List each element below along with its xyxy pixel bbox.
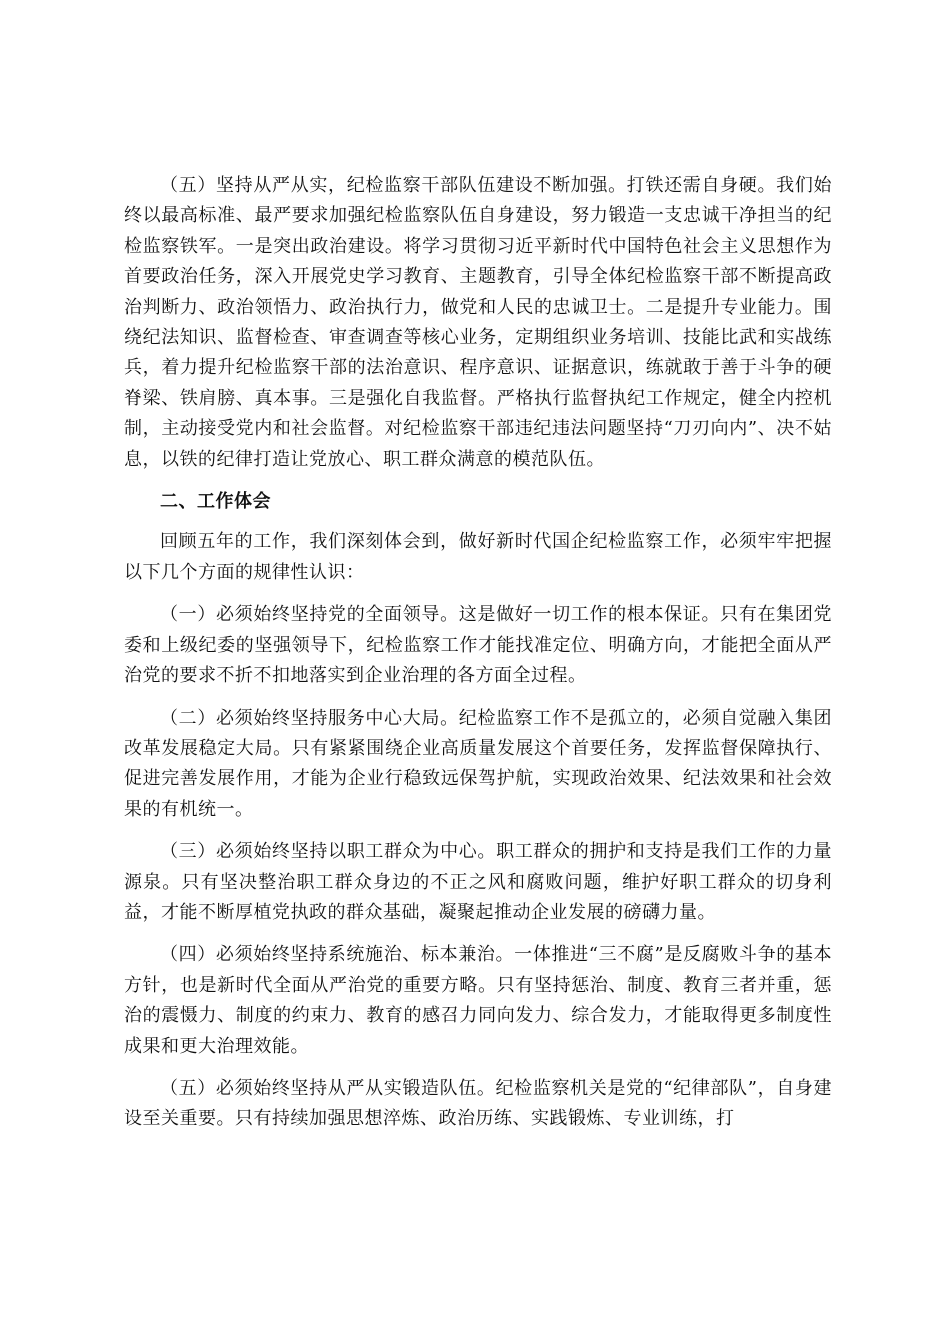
- paragraph-review-intro: 回顾五年的工作，我们深刻体会到，做好新时代国企纪检监察工作，必须牢牢把握以下几个方面的规律性认识：: [124, 531, 832, 583]
- paragraph-party-leadership: （一）必须始终坚持党的全面领导。这是做好一切工作的根本保证。只有在集团党委和上级纪委的坚强领导下，纪检监察工作才能找准定位、明确方向，才能把全面从严治党的要求不折不扣地落实到企业治理的各方面全过程。: [124, 604, 832, 687]
- paragraph-team-building: （五）坚持从严从实，纪检监察干部队伍建设不断加强。打铁还需自身硬。我们始终以最高标准、最严要求加强纪检监察队伍自身建设，努力锻造一支忠诚干净担当的纪检监察铁军。一是突出政治建设。将学习贯彻习近平新时代中国特色社会主义思想作为首要政治任务，深入开展党史学习教育、主题教育，引导全体纪检监察干部不断提高政治判断力、政治领悟力、政治执行力，做党和人民的忠诚卫士。二是提升专业能力。围绕纪法知识、监督检查、审查调查等核心业务，定期组织业务培训、技能比武和实战练兵，着力提升纪检监察干部的法治意识、程序意识、证据意识，练就敢于善于斗争的硬脊梁、铁肩膀、真本事。三是强化自我监督。严格执行监督执纪工作规定，健全内控机制，主动接受党内和社会监督。对纪检监察干部违纪违法问题坚持“刀刃向内”、决不姑息，以铁的纪律打造让党放心、职工群众满意的模范队伍。: [124, 175, 832, 470]
- paragraph-serve-center: （二）必须始终坚持服务中心大局。纪检监察工作不是孤立的，必须自觉融入集团改革发展稳定大局。只有紧紧围绕企业高质量发展这个首要任务，发挥监督保障执行、促进完善发展作用，才能为企业行稳致远保驾护航，实现政治效果、纪法效果和社会效果的有机统一。: [124, 707, 832, 820]
- section-heading-work-experience: 二、工作体会: [160, 491, 271, 513]
- paragraph-workers-center: （三）必须始终坚持以职工群众为中心。职工群众的拥护和支持是我们工作的力量源泉。只有坚决整治职工群众身边的不正之风和腐败问题，维护好职工群众的切身利益，才能不断厚植党执政的群众基础，凝聚起推动企业发展的磅礴力量。: [124, 841, 832, 923]
- document-body: [124, 171, 832, 1147]
- paragraph-team-forging: （五）必须始终坚持从严从实锻造队伍。纪检监察机关是党的“纪律部队”，自身建设至关重要。只有持续加强思想淬炼、政治历练、实践锻炼、专业训练，打: [124, 1077, 832, 1130]
- paragraph-systematic-governance: （四）必须始终坚持系统施治、标本兼治。一体推进“三不腐”是反腐败斗争的基本方针，也是新时代全面从严治党的重要方略。只有坚持惩治、制度、教育三者并重，惩治的震慑力、制度的约束力、教育的感召力同向发力、综合发力，才能取得更多制度性成果和更大治理效能。: [124, 944, 832, 1057]
